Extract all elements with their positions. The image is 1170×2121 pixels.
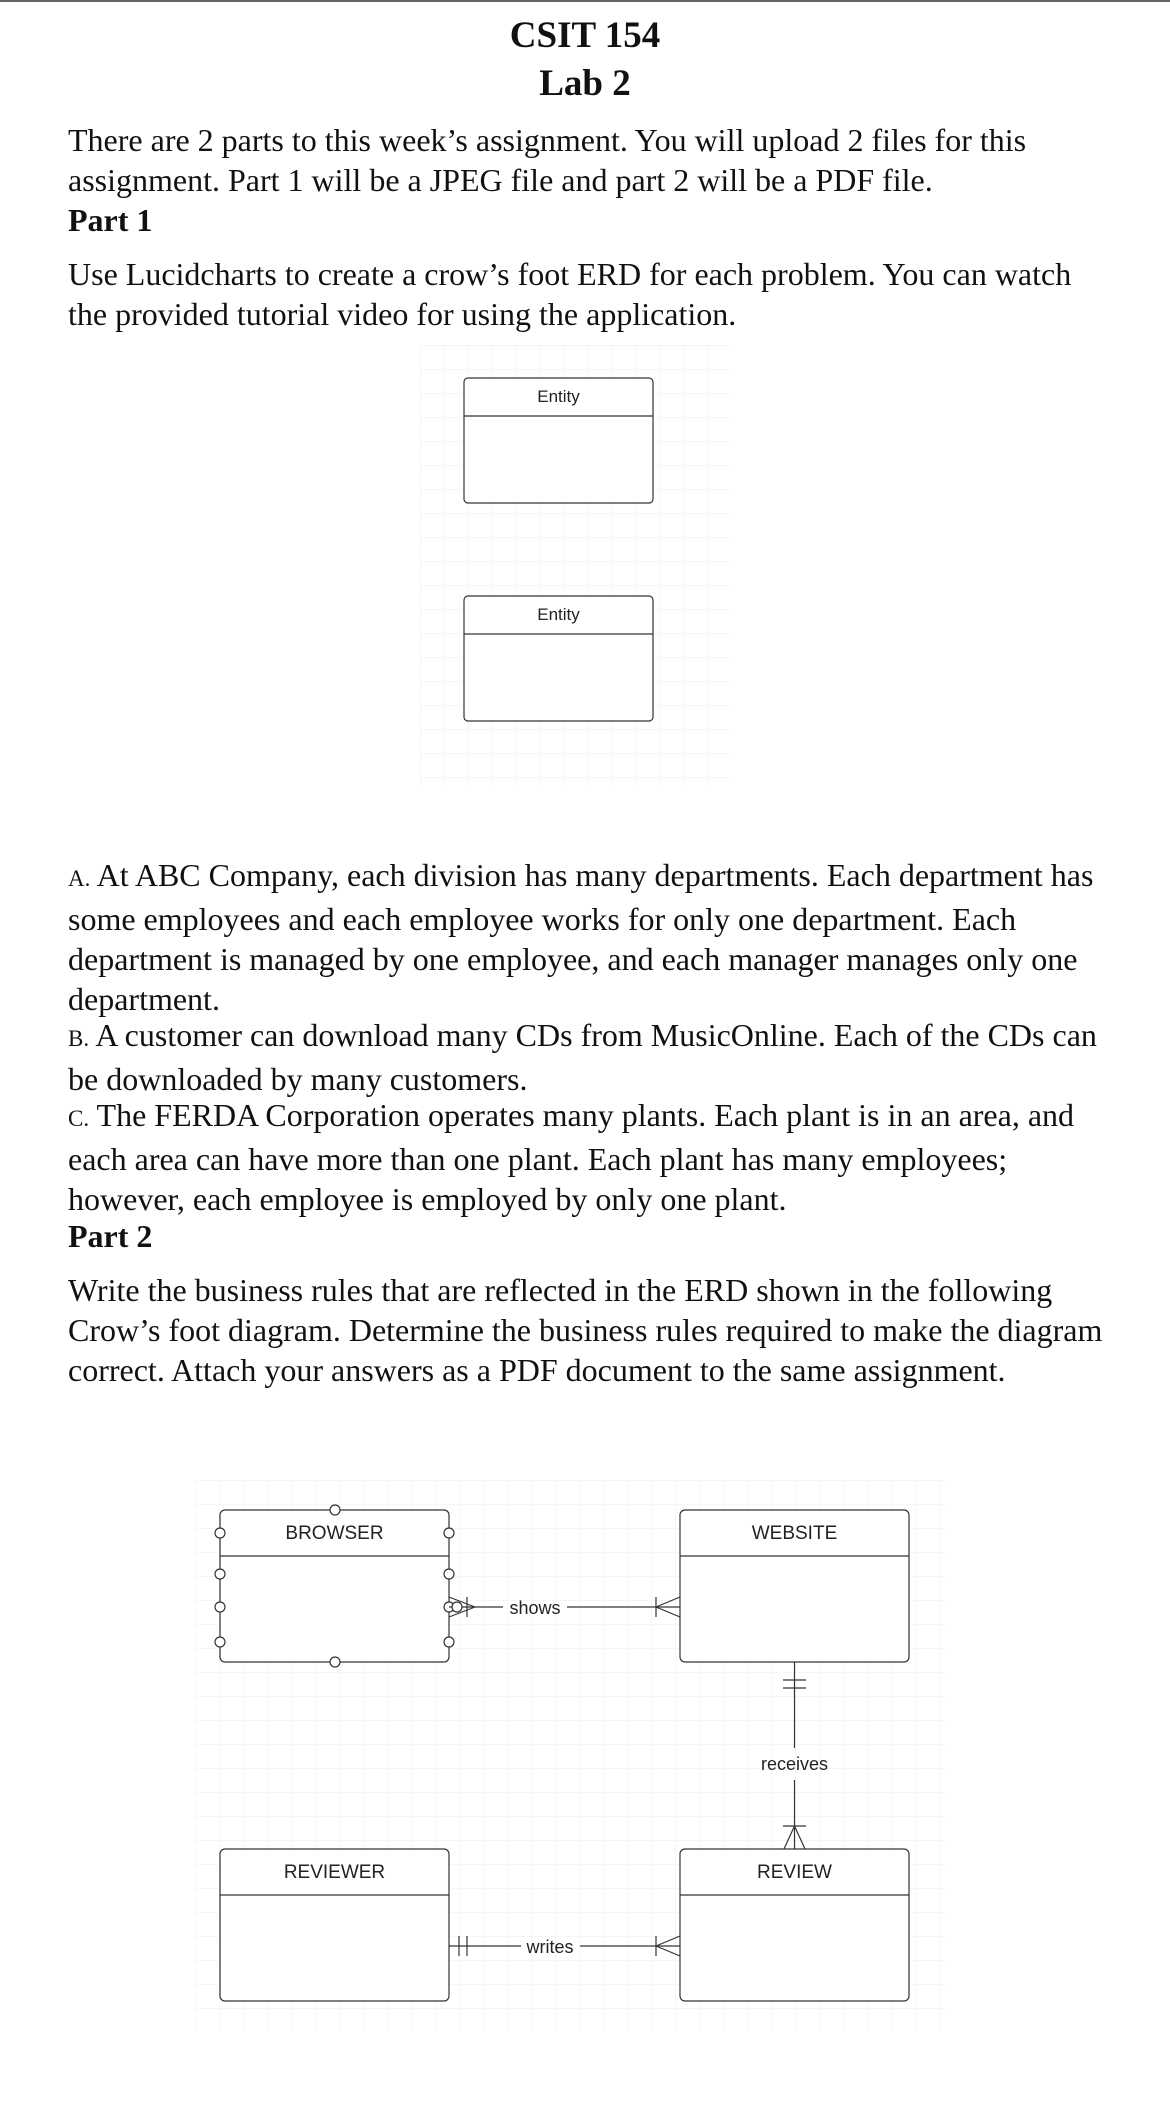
problem-b-marker: B. bbox=[68, 1026, 90, 1051]
entity-reviewer-label: REVIEWER bbox=[283, 1862, 386, 1883]
entity-browser[interactable] bbox=[215, 1505, 454, 1667]
entity-review[interactable] bbox=[680, 1849, 909, 2001]
problem-b-text: A customer can download many CDs from MusicOnline. Each of the CDs can be downloaded by many customers. bbox=[68, 1017, 1097, 1097]
crows-foot-erd bbox=[195, 1480, 945, 2030]
relationship-shows-label: shows bbox=[509, 1598, 561, 1618]
entity-browser-label: BROWSER bbox=[285, 1523, 384, 1544]
template-entity-2 bbox=[464, 596, 653, 721]
course-title: CSIT 154 bbox=[509, 15, 661, 56]
part2-heading: Part 2 bbox=[68, 1218, 153, 1254]
relationship-receives-label: receives bbox=[760, 1754, 829, 1774]
problem-a bbox=[68, 855, 1118, 1019]
lab-title: Lab 2 bbox=[539, 63, 631, 104]
intro-paragraph: There are 2 parts to this week’s assignment. You will upload 2 files for this assignment. Part 1 will be a JPEG file and part 2 will be a PDF file. bbox=[68, 122, 1027, 198]
problem-c-marker: C. bbox=[68, 1106, 90, 1131]
problem-a-marker: A. bbox=[68, 866, 91, 891]
entity-review-label: REVIEW bbox=[757, 1862, 832, 1883]
template-entity-2-label: Entity bbox=[537, 605, 580, 624]
entity-reviewer[interactable] bbox=[220, 1849, 449, 2001]
part2-instructions: Write the business rules that are reflected in the ERD shown in the following Crow’s foot diagram. Determine the business rules required to make the diagram correct. Attach your answers as a PDF document to the same assignment. bbox=[68, 1272, 1103, 1388]
relationship-writes-label: writes bbox=[526, 1937, 574, 1957]
top-border bbox=[0, 0, 1170, 2]
problem-b bbox=[68, 1015, 1118, 1099]
part1-heading: Part 1 bbox=[68, 202, 153, 238]
entity-website-label: WEBSITE bbox=[751, 1523, 838, 1544]
problem-c-text: The FERDA Corporation operates many plants. Each plant is in an area, and each area can have more than one plant. Each plant has many employees; however, each employee is employed by only one plant. bbox=[68, 1097, 1075, 1217]
part1-instructions: Use Lucidcharts to create a crow’s foot ERD for each problem. You can watch the provided tutorial video for using the application. bbox=[68, 256, 1072, 332]
template-entity-1-label: Entity bbox=[537, 387, 580, 406]
template-entity-diagram bbox=[420, 345, 730, 785]
entity-website[interactable] bbox=[680, 1510, 909, 1662]
template-entity-1 bbox=[464, 378, 653, 503]
problem-a-text: At ABC Company, each division has many departments. Each department has some employees and each employee works for only one department. Each department is managed by one employee, and each manager manages only one department. bbox=[68, 857, 1094, 1017]
problem-c bbox=[68, 1095, 1118, 1219]
